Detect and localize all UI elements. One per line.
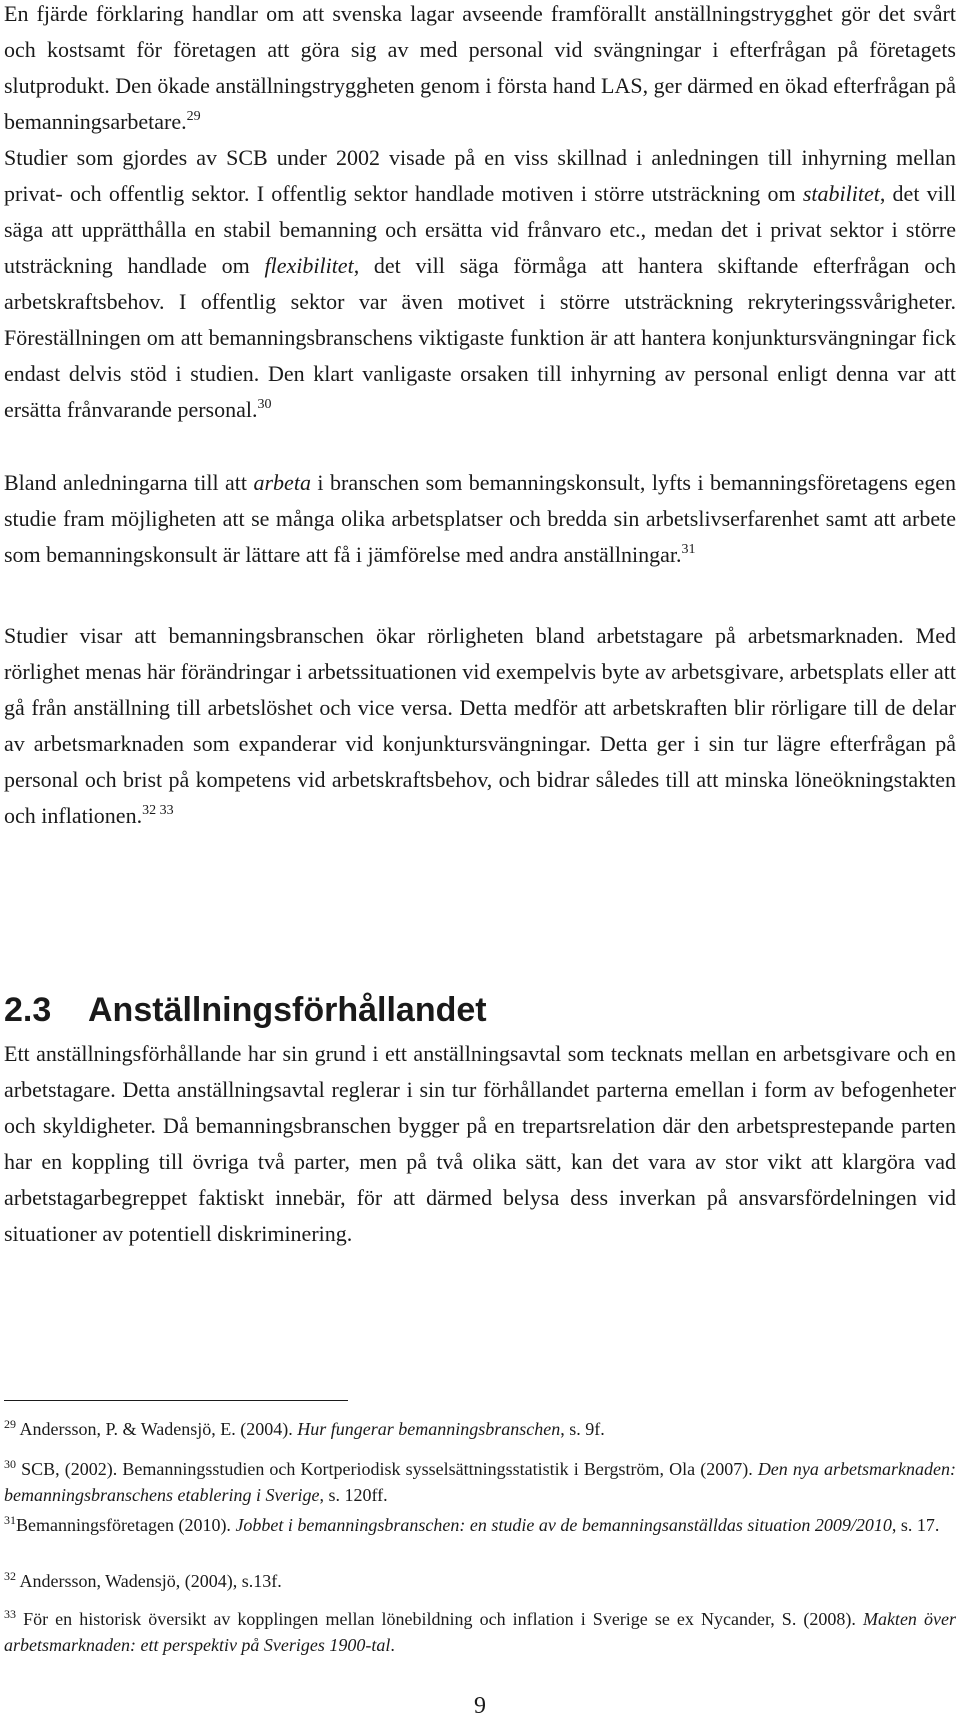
paragraph-text: i branschen som bemanningskonsult, lyfts i bemanningsföretagens egen studie fram möjligheten att se många olika arbetsplatser och bredda sin arbetslivserfarenhet samt att arbete som bemanningskonsult är lättare att få i jämförelse med andra anställningar. (4, 470, 956, 567)
paragraph-rorlighet (4, 618, 956, 834)
footnote-tail: , s. 9f. (560, 1419, 605, 1439)
footnote-title: Den nya arbetsmarknaden: bemanningsbranschens etablering i Sverige (4, 1459, 956, 1505)
footnote-title: Makten över arbetsmarknaden: ett perspektiv på Sveriges 1900-tal (4, 1609, 956, 1655)
emphasis-stabilitet: stabilitet (802, 181, 880, 206)
emphasis-arbeta: arbeta (253, 470, 311, 495)
footnote-separator (4, 1400, 348, 1401)
paragraph-text: , det vill säga förmåga att hantera skiftande efterfrågan och arbetskraftsbehov. I offentlig sektor var även motivet i större utsträckning rekryteringssvårigheter. Föreställningen om att bemanningsbranschens viktigaste funktion är att hantera konjunktursvängningar fick endast delvis stöd i studien. Den klart vanligaste orsaken till inhyrning av personal enligt denna var att ersätta frånvarande personal. (4, 253, 956, 422)
section-heading (4, 990, 487, 1030)
footnote-tail: , s. 17. (891, 1515, 940, 1535)
section-title: Anställningsförhållandet (88, 991, 487, 1029)
footnote-number: 29 (4, 1417, 16, 1431)
section-number: 2.3 (4, 991, 52, 1029)
footnote-ref-30: 30 (257, 397, 272, 412)
footnote-text: Andersson, Wadensjö, (2004), s.13f. (19, 1571, 282, 1591)
footnote-number: 30 (4, 1457, 16, 1471)
footnote-number: 31 (4, 1513, 16, 1527)
paragraph-text: Studier visar att bemanningsbranschen ökar rörligheten bland arbetstagare på arbetsmarknaden. Med rörlighet menas här förändringar i arbetssituationen vid exempelvis byte av arbetsgivare, arbetsplats eller att gå från anställning till arbetslöshet och vice versa. Detta medför att arbetskraften blir rörligare till de delar av arbetsmarknaden som expanderar vid konjunktursvängningar. Detta ger i sin tur lägre efterfrågan på personal och brist på kompetens vid arbetskraftsbehov, och bidrar således till att minska löneökningstakten och inflationen. (4, 623, 956, 828)
footnote-text: Bemanningsföretagen (2010). (16, 1515, 236, 1535)
footnote-31 (4, 1512, 956, 1538)
footnote-ref-31: 31 (681, 542, 696, 557)
footnote-text: För en historisk översikt av kopplingen mellan lönebildning och inflation i Sverige se ex Nycander, S. (2008). (23, 1609, 863, 1629)
footnote-ref-32-33: 32 33 (142, 803, 174, 818)
paragraph-text: Ett anställningsförhållande har sin grund i ett anställningsavtal som tecknats mellan en arbetsgivare och en arbetstagare. Detta anställningsavtal reglerar i sin tur förhållandet parterna emellan i form av befogenheter och skyldigheter. Då bemanningsbranschen bygger på en trepartsrelation där den arbetsprestерande parten har en koppling till övriga två parter, men på två olika sätt, kan det vara av stor vikt att klargöra vad arbetstagarbegreppet faktiskt innebär, för att därmed belysa dess inverkan på ansvarsfördelningen vid situationer av potentiell diskriminering. (4, 1041, 956, 1246)
footnote-30 (4, 1456, 956, 1508)
footnote-number: 33 (4, 1607, 16, 1621)
paragraph-anstallningsforhallande (4, 1036, 956, 1252)
footnote-29 (4, 1416, 956, 1442)
paragraph-text: Bland anledningarna till att (4, 470, 254, 495)
footnote-title: Hur fungerar bemanningsbranschen (297, 1419, 561, 1439)
footnote-32 (4, 1568, 956, 1594)
paragraph-text: Studier som gjordes av SCB under 2002 visade på en viss skillnad i anledningen till inhyrning mellan privat- och offentlig sektor. I offentlig sektor handlade motiven i större utsträckning om (4, 145, 956, 206)
paragraph-anledningar (4, 465, 956, 573)
footnote-tail: , s. 120ff. (319, 1485, 388, 1505)
footnote-33 (4, 1606, 956, 1658)
emphasis-flexibilitet: flexibilitet (264, 253, 354, 278)
footnote-number: 32 (4, 1569, 16, 1583)
footnote-title: Jobbet i bemanningsbranschen: en studie av de bemanningsanställdas situation 2009/2010 (235, 1515, 892, 1535)
paragraph-text: , det vill säga att upprätthålla en stabil bemanning och ersätta vid frånvaro etc., medan det i privat sektor i större utsträckning handlade om (4, 181, 957, 278)
footnote-ref-29: 29 (186, 109, 201, 124)
page-number: 9 (474, 1693, 486, 1719)
paragraph-scb-studier (4, 140, 956, 428)
footnote-text: Andersson, P. & Wadensjö, E. (2004). (19, 1419, 298, 1439)
paragraph-text: En fjärde förklaring handlar om att svenska lagar avseende framförallt anställningstrygghet gör det svårt och kostsamt för företagen att göra sig av med personal vid svängningar i efterfrågan på företagets slutprodukt. Den ökade anställningstryggheten genom i första hand LAS, ger därmed en ökad efterfrågan på bemanningsarbetare. (4, 1, 956, 134)
footnote-text: SCB, (2002). Bemanningsstudien och Kortperiodisk sysselsättningsstatistik i Bergström, Ola (2007). (21, 1459, 758, 1479)
paragraph-anstallningstrygghet (4, 0, 956, 140)
footnote-tail: . (390, 1635, 395, 1655)
